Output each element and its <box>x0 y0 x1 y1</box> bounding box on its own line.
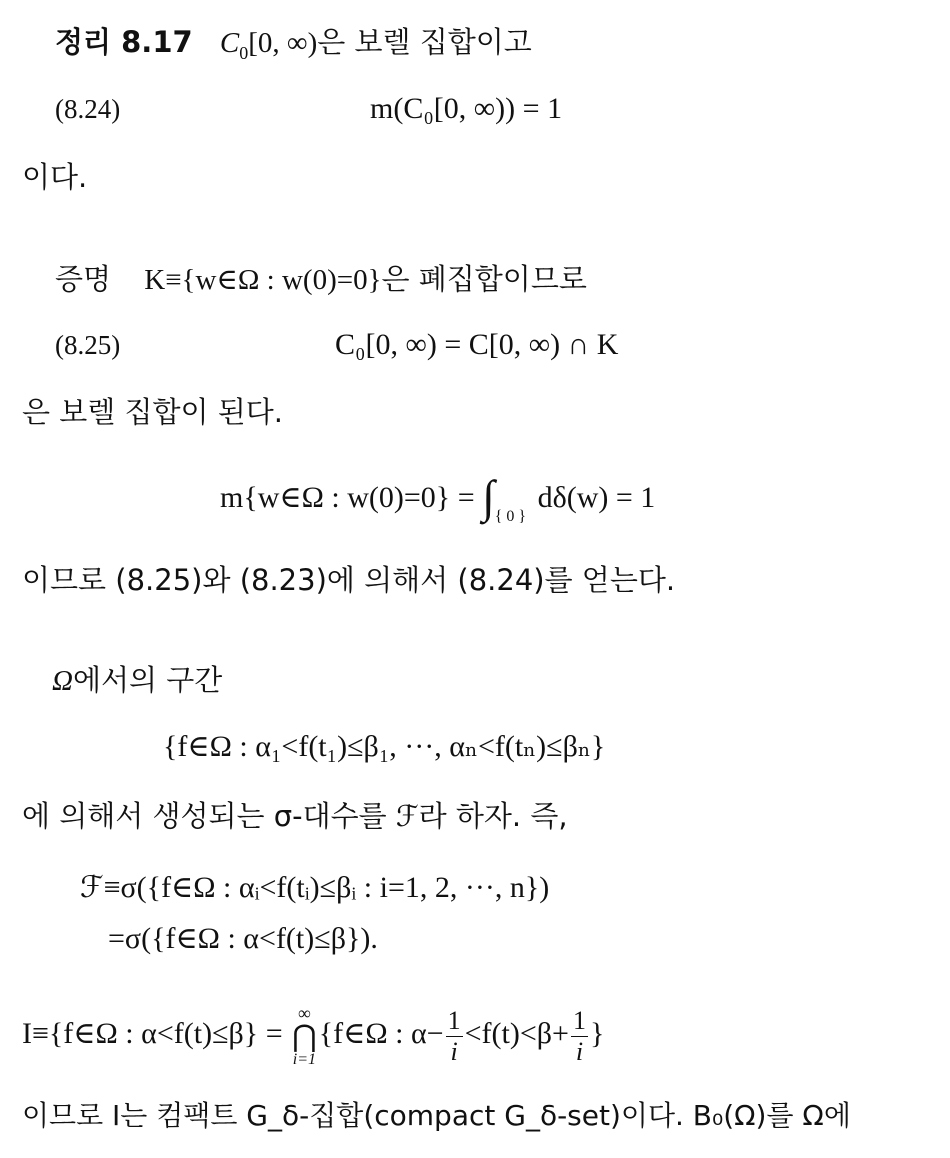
text-borel: 은 보렐 집합이 된다. <box>22 395 283 429</box>
fraction-1 <box>446 1005 463 1066</box>
interval-set: {f∈Ω : α₁<f(t₁)≤β₁, ···, αₙ<f(tₙ)≤βₙ} <box>163 730 606 763</box>
equation-I-left: I≡{f∈Ω : α<f(t)≤β} = <box>22 1016 283 1050</box>
equation-8-25: C₀[0, ∞) = C[0, ∞) ∩ K <box>335 328 619 361</box>
proof-set: K≡{w∈Ω : w(0)=0} <box>144 264 382 296</box>
equation-I <box>22 1004 604 1068</box>
fraction-2 <box>571 1005 588 1066</box>
intersection-upper: ∞ <box>298 1003 311 1023</box>
equation-measure <box>220 471 656 537</box>
intersection-operator <box>292 1004 317 1068</box>
theorem-line <box>55 22 532 73</box>
equation-F-line-1: ℱ≡σ({f∈Ω : αᵢ<f(tᵢ)≤βᵢ : i=1, 2, ···, n}) <box>80 871 550 904</box>
text-imeuro: 이므로 (8.25)와 (8.23)에 의해서 (8.24)를 얻는다. <box>22 563 676 597</box>
integral-domain: { 0 } <box>494 507 527 525</box>
fraction-2-den: i <box>575 1036 584 1066</box>
intersection-symbol: ⋂ <box>292 1020 317 1053</box>
interval-intro-text: 에서의 구간 <box>72 663 223 697</box>
equation-8-24: m(C₀[0, ∞)) = 1 <box>370 92 563 125</box>
intersection-lower: i=1 <box>292 1051 317 1068</box>
equation-number-8-24: (8.24) <box>55 94 121 124</box>
proof-text: 은 폐집합이므로 <box>381 262 587 296</box>
theorem-label: 정리 8.17 <box>55 25 193 59</box>
theorem-subscript: 0 <box>239 42 249 63</box>
equation-measure-left: m{w∈Ω : w(0)=0} = <box>220 480 475 514</box>
proof-label: 증명 <box>55 262 112 296</box>
equation-I-end: } <box>589 1016 605 1050</box>
equation-F-line-2: =σ({f∈Ω : α<f(t)≤β}). <box>108 922 378 955</box>
omega-symbol: Ω <box>52 665 73 697</box>
interval-intro <box>52 660 222 701</box>
theorem-symbol: C <box>219 27 240 59</box>
fraction-2-num: 1 <box>572 1005 586 1035</box>
text-sigma: 에 의해서 생성되는 σ-대수를 ℱ라 하자. 즉, <box>22 799 568 833</box>
fraction-1-num: 1 <box>447 1005 461 1035</box>
theorem-interval: [0, ∞) <box>248 27 318 59</box>
text-ida: 이다. <box>22 160 88 194</box>
equation-measure-right: dδ(w) = 1 <box>537 480 656 514</box>
theorem-text: 은 보렐 집합이고 <box>317 25 532 59</box>
integral-sign: ∫ <box>482 471 495 522</box>
proof-line <box>55 259 587 300</box>
equation-I-mid2: <f(t)<β+ <box>464 1016 569 1050</box>
equation-number-8-25: (8.25) <box>55 330 121 360</box>
equation-I-mid: {f∈Ω : α− <box>318 1016 444 1050</box>
fraction-1-den: i <box>450 1036 458 1066</box>
text-last: 이므로 I는 컴팩트 G_δ-집합(compact G_δ-set)이다. B₀(Ω)를 Ω에 <box>22 1099 851 1132</box>
